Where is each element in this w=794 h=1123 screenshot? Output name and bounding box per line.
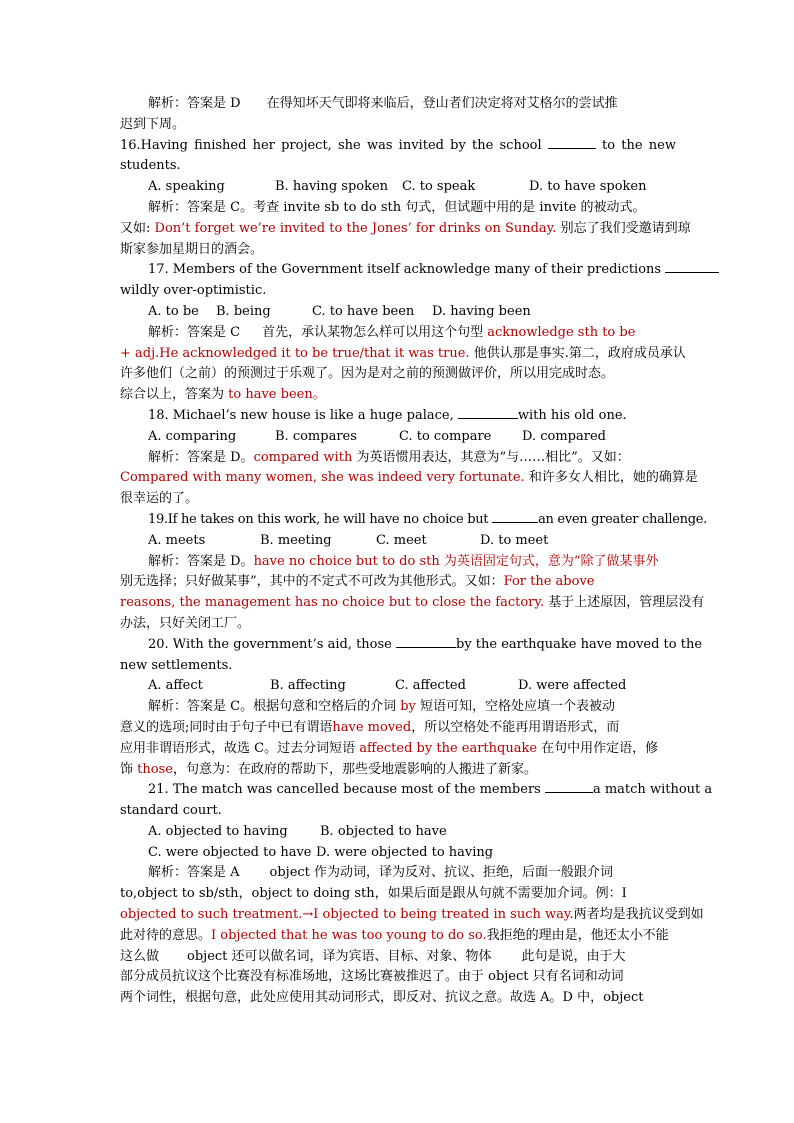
question-line: [120, 281, 676, 302]
document-page: [120, 94, 713, 1009]
example-sentence: Don’t forget we’re invited to the Jones’ for drinks on Sunday.: [154, 220, 557, 236]
explanation-text: 解析：答案是 C。根据句意和空格后的介词: [148, 699, 401, 715]
question-text: new settlements.: [120, 657, 233, 673]
explanation-text: 意义的选项;同时由于句子中已有谓语: [120, 719, 333, 735]
answer-blank: [548, 136, 596, 149]
explanation-line: [120, 323, 676, 344]
option: D. to have spoken: [529, 179, 647, 195]
explanation-line: [120, 697, 676, 718]
explanation-text: 别无选择；只好做某事”，其中的不定式不可改为其他形式。又如：: [120, 574, 504, 590]
answer-highlight: to have been。: [228, 387, 326, 403]
question-line: [120, 260, 676, 281]
explanation-line: [120, 468, 698, 489]
explanation-line: [120, 94, 676, 115]
explanation-line: [120, 115, 676, 136]
option: C. affected: [395, 678, 466, 694]
explanation-text: 许多他们（之前）的预测过于乐观了。因为是对之前的预测做评价，所以用完成时态。: [120, 366, 615, 382]
options-row: [120, 427, 676, 448]
explanation-line: [120, 240, 676, 261]
options-row: [120, 822, 676, 843]
explanation-line: [120, 947, 676, 968]
explanation-text: 短语可知，空格处应填一个表被动: [415, 699, 616, 715]
question-line: [120, 510, 707, 531]
explanation-text: 两个词性，根据句意，此处应使用其动词形式，即反对、抗议之意。故选 A。D 中，object: [120, 990, 644, 1006]
question-line: [120, 780, 713, 801]
explanation-line: [120, 739, 676, 760]
explanation-line: [120, 552, 676, 573]
question-text: wildly over-optimistic.: [120, 283, 267, 299]
example-sentence: + adj.He acknowledged it to be true/that it was true.: [120, 345, 470, 361]
question-text: 20. With the government’s aid, those: [148, 636, 392, 652]
explanation-text: 解析：答案是 D。: [148, 553, 254, 569]
explanation-text: 斯家参加星期日的酒会。: [120, 241, 264, 257]
explanation-line: [120, 364, 676, 385]
explanation-text: 应用非谓语形式，故选 C。过去分词短语: [120, 740, 360, 756]
explanation-text: 饰: [120, 761, 138, 777]
explanation-line: [120, 926, 676, 947]
example-sentence: have moved: [332, 719, 412, 735]
question-line: [120, 801, 676, 822]
explanation-line: [120, 572, 676, 593]
question-text: an even greater challenge.: [538, 511, 707, 527]
explanation-line: [120, 967, 676, 988]
explanation-line: [120, 593, 705, 614]
question-text: 18. Michael’s new house is like a huge palace,: [148, 407, 454, 423]
question-text: 17. Members of the Government itself acknowledge many of their predictions: [148, 262, 662, 278]
explanation-line: [120, 760, 676, 781]
explanation-text: 此句是说，由于大: [521, 948, 626, 964]
option: B. affecting: [270, 678, 346, 694]
example-sentence: those: [137, 761, 173, 777]
answer-blank: [458, 406, 518, 419]
example-sentence: I objected that he was too young to do so.: [211, 927, 487, 943]
explanation-text: 迟到下周。: [120, 116, 186, 132]
explanation-line: [120, 863, 676, 884]
explanation-line: [120, 198, 676, 219]
explanation-text: to,object to sb/sth，object to doing sth，如果后面是跟从句就不需要加介词。例：I: [120, 886, 627, 902]
explanation-line: [120, 344, 686, 365]
explanation-text: 又如:: [120, 220, 155, 236]
options-row: [120, 676, 676, 697]
option: C. meet: [376, 532, 427, 548]
example-sentence: by: [400, 699, 416, 715]
question-text: a match without a: [592, 782, 713, 798]
question-text: to the new: [602, 137, 676, 153]
explanation-text: 很幸运的了。: [120, 491, 199, 507]
options-row: [120, 843, 676, 864]
example-sentence: acknowledge sth to be: [487, 324, 636, 340]
explanation-text: 解析：答案是 C。考查 invite sb to do sth 句式，但试题中用的是 invite 的被动式。: [148, 199, 646, 215]
answer-blank: [545, 780, 593, 793]
question-line: [120, 635, 703, 656]
explanation-text: 解析：答案是 C: [148, 324, 241, 340]
option: B. meeting: [260, 532, 332, 548]
question-text: by the earthquake have moved to the: [456, 636, 703, 652]
option: B. having spoken: [275, 179, 389, 195]
question-text: 19.If he takes on this work, he will have no choice but: [148, 511, 489, 527]
option: B. objected to have: [320, 823, 447, 839]
example-sentence: For the above: [503, 574, 595, 590]
explanation-text: 此对待的意思。: [120, 927, 212, 943]
question-text: students.: [120, 158, 181, 174]
explanation-line: [120, 614, 676, 635]
example-sentence: have no choice but to do sth 为英语固定句式，意为“除了做某事外: [253, 553, 659, 569]
explanation-text: 解析：答案是 A: [148, 865, 240, 881]
explanation-text: 解析：答案是 D: [148, 96, 241, 111]
question-text: standard court.: [120, 803, 222, 819]
explanation-text: 和许多女人相比，她的确算是: [524, 470, 698, 486]
example-sentence: Compared with many women, she was indeed very fortunate.: [120, 470, 525, 486]
options-row: [120, 302, 676, 323]
question-line: [120, 656, 676, 677]
explanation-text: 解析：答案是 D。: [148, 449, 254, 465]
explanation-text: 他供认那是事实.第二，政府成员承认: [469, 345, 686, 361]
explanation-text: 在得知坏天气即将来临后，登山者们决定将对艾格尔的尝试推: [266, 96, 618, 111]
option: A. comparing: [148, 428, 237, 444]
option: B. compares: [275, 428, 357, 444]
options-row: [120, 531, 676, 552]
option: A. to be: [148, 303, 199, 319]
explanation-line: [120, 988, 676, 1009]
answer-blank: [665, 260, 719, 273]
explanation-text: ，句意为：在政府的帮助下，那些受地震影响的人搬进了新家。: [172, 761, 537, 777]
explanation-text: 在句中用作定语，修: [537, 740, 659, 756]
option: D. compared: [522, 428, 606, 444]
option: C. to compare: [399, 428, 492, 444]
explanation-text: 两者均是我抗议受到如: [573, 907, 704, 923]
answer-blank: [492, 510, 538, 523]
option: A. affect: [148, 678, 203, 694]
example-sentence: affected by the earthquake: [359, 740, 538, 756]
explanation-text: 首先，承认某物怎么样可以用这个句型: [262, 324, 484, 340]
question-text: with his old one.: [517, 407, 627, 423]
explanation-text: 这么做: [120, 948, 160, 964]
question-text: 21. The match was cancelled because most of the members: [148, 782, 541, 798]
explanation-text: object 作为动词，译为反对、抗议、拒绝，后面一般跟介词: [269, 865, 614, 881]
explanation-line: [120, 385, 676, 406]
explanation-line: [120, 905, 704, 926]
option: D. to meet: [480, 532, 549, 548]
option: A. objected to having: [148, 823, 288, 839]
explanation-text: 为英语惯用表达，其意为“与……相比”。又如：: [352, 449, 630, 465]
explanation-text: ，所以空格处不能再用谓语形式，而: [411, 719, 620, 735]
example-sentence: objected to such treatment.→I objected to being treated in such way.: [120, 907, 574, 923]
explanation-text: 基于上述原因，管理层没有: [544, 595, 705, 611]
option: C. were objected to have: [148, 844, 312, 860]
explanation-line: [120, 489, 676, 510]
explanation-text: 办法，只好关闭工厂。: [120, 615, 251, 631]
example-sentence: reasons, the management has no choice but to close the factory.: [120, 595, 545, 611]
question-line: [120, 156, 676, 177]
answer-blank: [396, 635, 456, 648]
options-row: [120, 177, 676, 198]
example-sentence: compared with: [253, 449, 353, 465]
explanation-text: 部分成员抗议这个比赛没有标准场地，这场比赛被推迟了。由于 object 只有名词和动词: [120, 969, 624, 985]
option: C. to speak: [402, 179, 476, 195]
option: D. were affected: [518, 678, 627, 694]
explanation-line: [120, 219, 691, 240]
option: D. were objected to having: [316, 844, 494, 860]
question-line: [120, 406, 676, 427]
explanation-text: 别忘了我们受邀请到琼: [556, 220, 691, 236]
option: A. speaking: [148, 179, 225, 195]
question-text: 16.Having finished her project, she was invited by the school: [120, 137, 542, 153]
explanation-text: 综合以上，答案为: [120, 387, 229, 403]
explanation-line: [120, 718, 676, 739]
option: B. being: [216, 303, 271, 319]
explanation-line: [120, 448, 676, 469]
question-line: [120, 136, 676, 157]
option: A. meets: [148, 532, 206, 548]
explanation-line: [120, 884, 676, 905]
explanation-text: 我拒绝的理由是，他还太小不能: [486, 927, 669, 943]
option: D. having been: [432, 303, 531, 319]
option: C. to have been: [312, 303, 415, 319]
explanation-text: object 还可以做名词，译为宾语、目标、对象、物体: [187, 948, 492, 964]
